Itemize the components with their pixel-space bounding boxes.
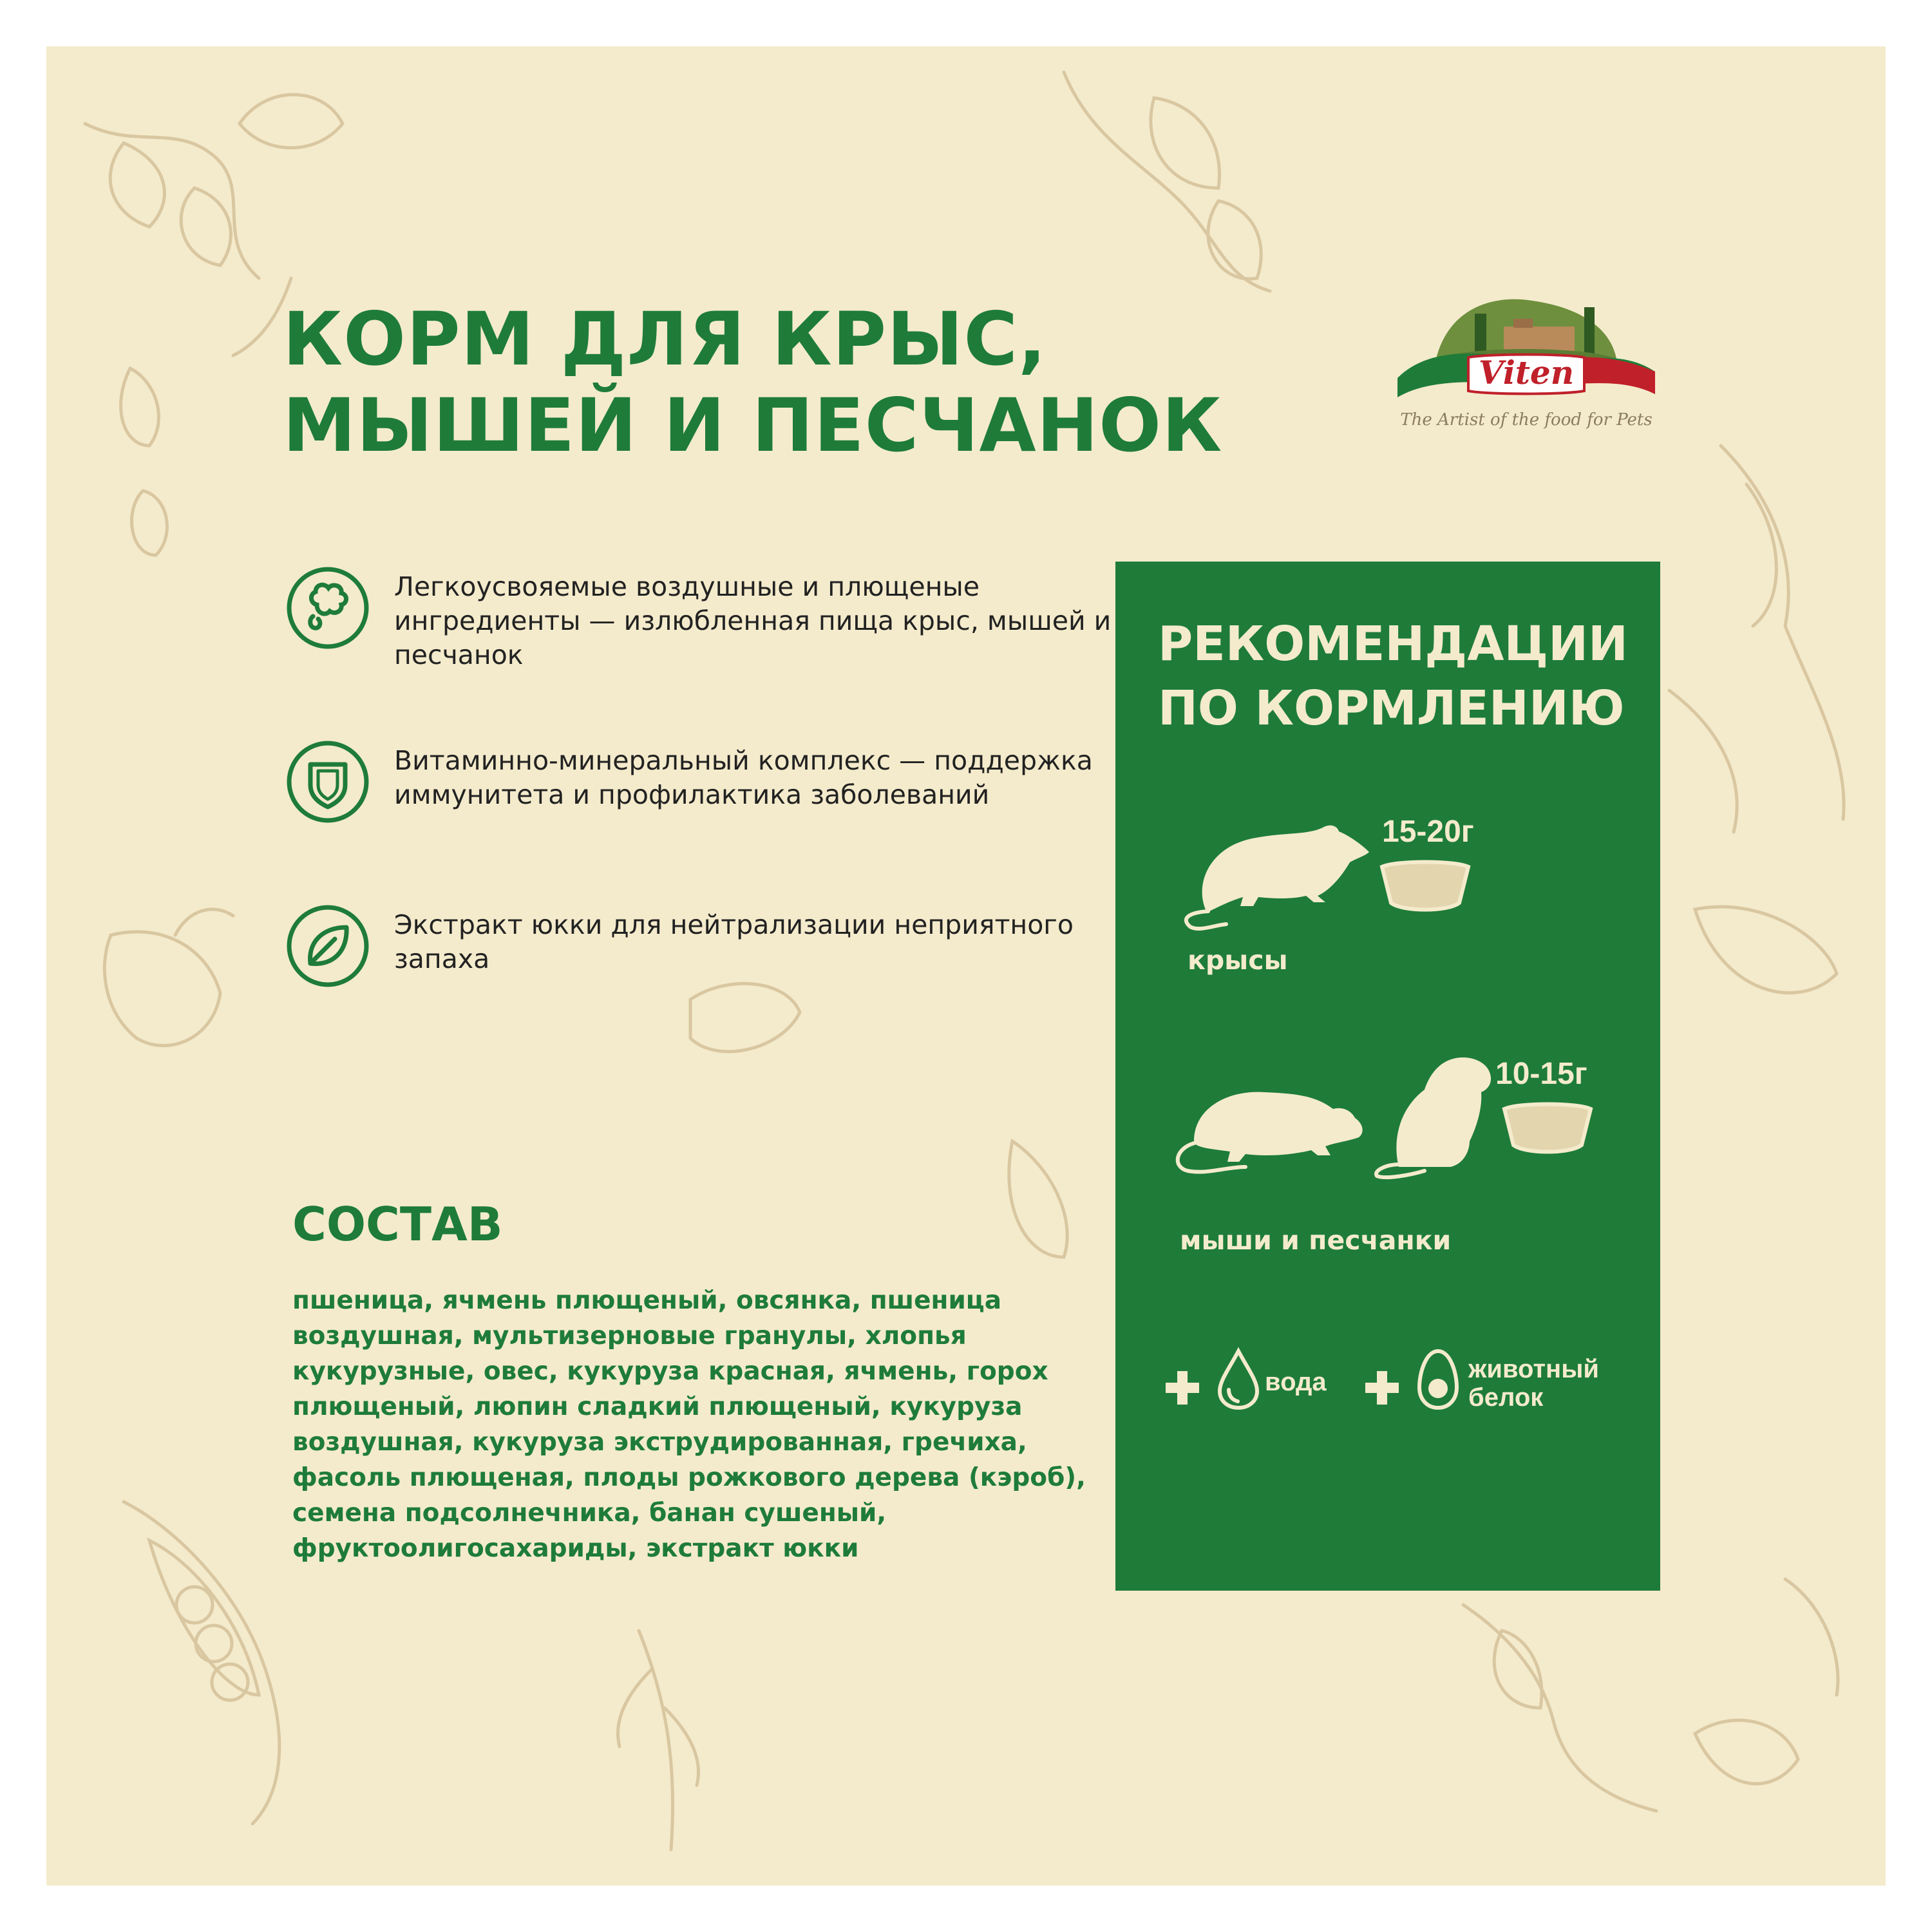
protein-label bbox=[1468, 1355, 1599, 1412]
gerbil-icon bbox=[1373, 1038, 1502, 1180]
popcorn-icon bbox=[285, 565, 371, 651]
feeding-heading-line-1: РЕКОМЕНДАЦИИ bbox=[1158, 616, 1628, 672]
mice-amount: 10-15г bbox=[1495, 1057, 1587, 1091]
mice-label: мыши и песчанки bbox=[1180, 1225, 1452, 1256]
egg-icon bbox=[1416, 1347, 1461, 1412]
viten-logo bbox=[1391, 281, 1662, 449]
title-line-2: МЫШЕЙ И ПЕСЧАНОК bbox=[283, 383, 1223, 468]
composition-text: пшеница, ячмень плющеный, овсянка, пшеница воздушная, мультизерновые гранулы, хлопья кукурузные, овес, кукуруза красная, ячмень, горох плющеный, люпин сладкий плющеный, кукуруза воздушная, кукуруза экструдированная, гречиха, фасоль плющеная, плоды рожкового дерева (кэроб), семена подсолнечника, банан сушеный, фруктоолигосахариды, экстракт юкки bbox=[292, 1286, 1086, 1563]
page-title bbox=[283, 296, 1222, 469]
feeding-panel bbox=[1115, 562, 1660, 1591]
mouse-icon bbox=[1168, 1070, 1368, 1180]
rat-icon bbox=[1168, 816, 1374, 932]
water-drop-icon bbox=[1216, 1347, 1261, 1412]
feature-text-2: Витаминно-минеральный комплекс — поддержка иммунитета и профилактика заболеваний bbox=[394, 745, 1093, 810]
leaf-icon bbox=[285, 903, 371, 989]
feature-text-3: Экстракт юкки для нейтрализации неприятного запаха bbox=[394, 909, 1074, 974]
shield-icon bbox=[285, 739, 371, 825]
protein-label-line-1: животный bbox=[1468, 1355, 1599, 1383]
water-label: вода bbox=[1265, 1368, 1327, 1396]
logo-tagline: The Artist of the food for Pets bbox=[1400, 410, 1653, 430]
feeding-heading-line-2: ПО КОРМЛЕНИЮ bbox=[1158, 681, 1625, 736]
composition-heading: СОСТАВ bbox=[292, 1197, 503, 1251]
logo-brand-name: Viten bbox=[1478, 354, 1575, 392]
title-line-1: КОРМ ДЛЯ КРЫС, bbox=[283, 296, 1047, 382]
rats-label: крысы bbox=[1188, 945, 1288, 976]
mice-feed-bowl-icon bbox=[1499, 1100, 1596, 1158]
feature-text-1: Легкоусвояемые воздушные и плющеные ингредиенты — излюбленная пища крыс, мышей и песчанок bbox=[394, 571, 1112, 670]
plus-icon bbox=[1163, 1368, 1202, 1407]
page-canvas bbox=[46, 46, 1886, 1886]
plus-icon-2 bbox=[1363, 1368, 1401, 1407]
rats-feed-bowl-icon bbox=[1377, 858, 1473, 916]
rats-amount: 15-20г bbox=[1382, 815, 1474, 849]
feeding-heading bbox=[1158, 612, 1628, 741]
protein-label-line-2: белок bbox=[1468, 1383, 1544, 1412]
